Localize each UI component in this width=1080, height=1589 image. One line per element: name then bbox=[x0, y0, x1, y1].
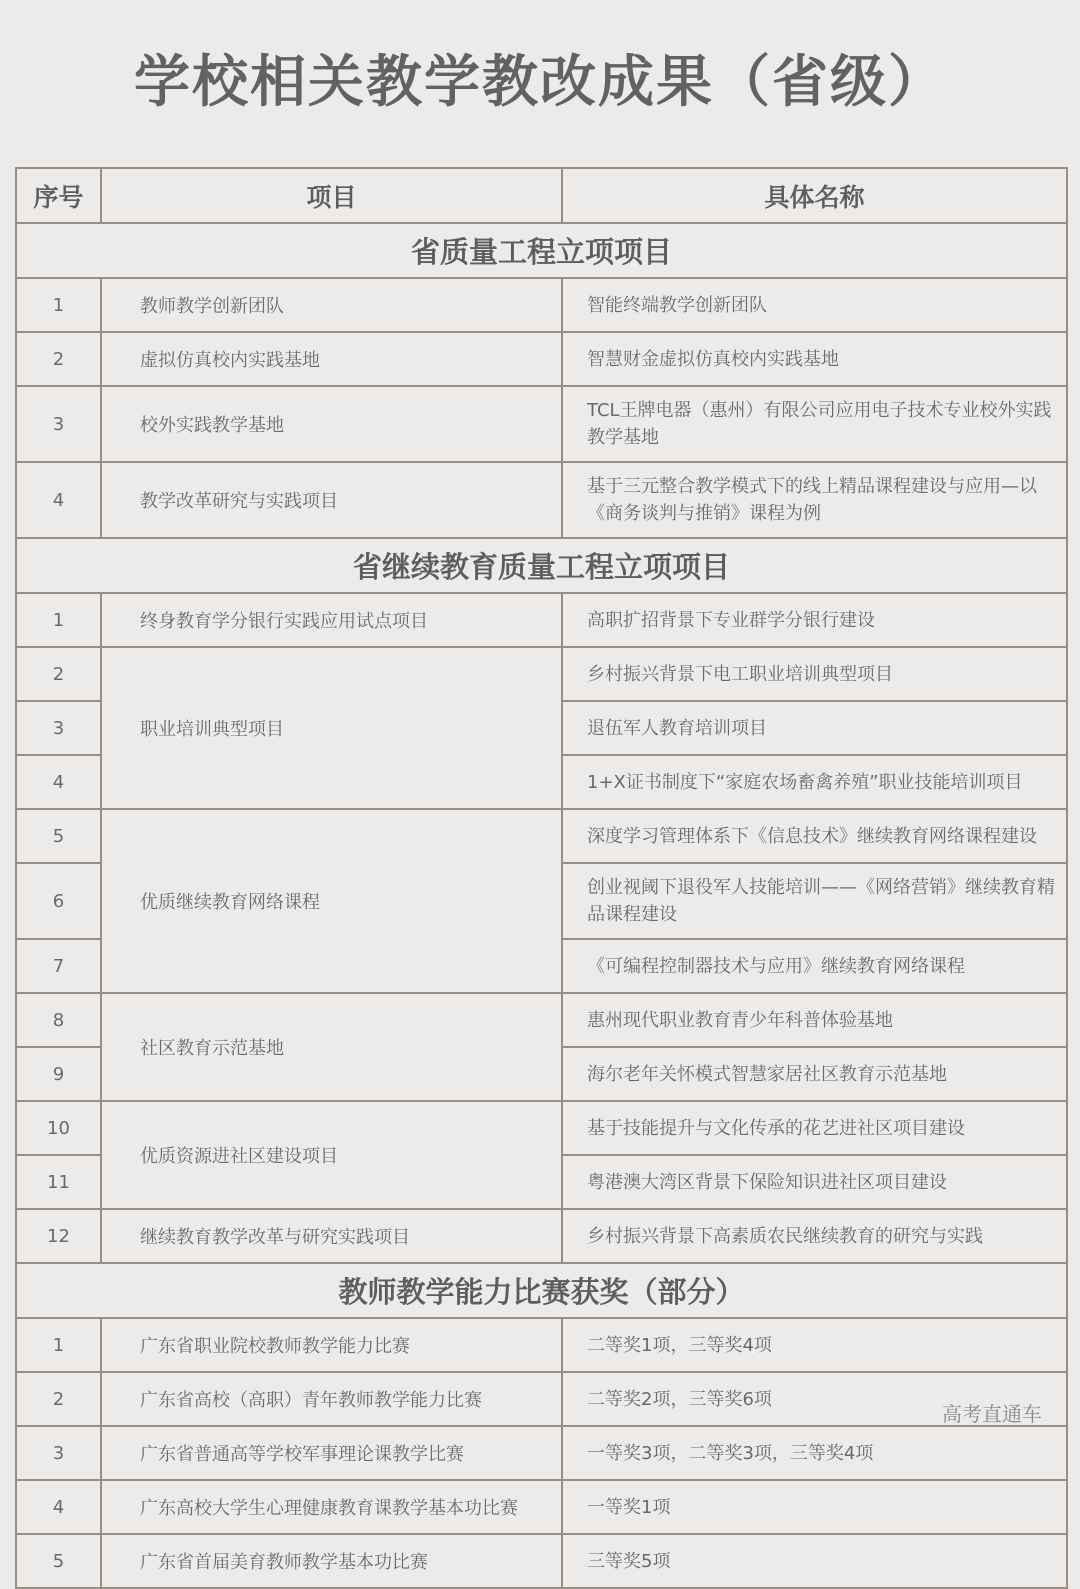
row-name: 一等奖1项 bbox=[562, 1480, 1067, 1534]
row-item: 优质资源进社区建设项目 bbox=[101, 1101, 562, 1209]
table-row bbox=[16, 1101, 1067, 1155]
row-item: 广东省高校（高职）青年教师教学能力比赛 bbox=[101, 1372, 562, 1426]
row-number: 10 bbox=[16, 1101, 101, 1155]
row-number: 11 bbox=[16, 1155, 101, 1209]
row-number: 1 bbox=[16, 1318, 101, 1372]
table-row bbox=[16, 462, 1067, 538]
row-number: 4 bbox=[16, 1480, 101, 1534]
section-title: 教师教学能力比赛获奖（部分） bbox=[16, 1263, 1067, 1318]
table-row bbox=[16, 332, 1067, 386]
row-name: 1+X证书制度下“家庭农场畜禽养殖”职业技能培训项目 bbox=[562, 755, 1067, 809]
header-name: 具体名称 bbox=[562, 168, 1067, 223]
row-item: 广东高校大学生心理健康教育课教学基本功比赛 bbox=[101, 1480, 562, 1534]
row-name: 智慧财金虚拟仿真校内实践基地 bbox=[562, 332, 1067, 386]
row-number: 5 bbox=[16, 1534, 101, 1588]
row-name: 创业视阈下退役军人技能培训——《网络营销》继续教育精品课程建设 bbox=[562, 863, 1067, 939]
header-seq: 序号 bbox=[16, 168, 101, 223]
row-number: 1 bbox=[16, 278, 101, 332]
row-number: 4 bbox=[16, 755, 101, 809]
table-header-row bbox=[16, 168, 1067, 223]
row-item: 社区教育示范基地 bbox=[101, 993, 562, 1101]
row-name: 智能终端教学创新团队 bbox=[562, 278, 1067, 332]
row-item: 广东省职业院校教师教学能力比赛 bbox=[101, 1318, 562, 1372]
row-number: 12 bbox=[16, 1209, 101, 1263]
table-row bbox=[16, 993, 1067, 1047]
row-item: 优质继续教育网络课程 bbox=[101, 809, 562, 993]
row-name: 二等奖2项，三等奖6项 bbox=[562, 1372, 1067, 1426]
row-item: 虚拟仿真校内实践基地 bbox=[101, 332, 562, 386]
row-name: 基于三元整合教学模式下的线上精品课程建设与应用—以《商务谈判与推销》课程为例 bbox=[562, 462, 1067, 538]
row-name: TCL王牌电器（惠州）有限公司应用电子技术专业校外实践教学基地 bbox=[562, 386, 1067, 462]
row-name: 高职扩招背景下专业群学分银行建设 bbox=[562, 593, 1067, 647]
achievements-table bbox=[15, 167, 1068, 1589]
table-row bbox=[16, 1426, 1067, 1480]
row-number: 3 bbox=[16, 386, 101, 462]
row-item: 终身教育学分银行实践应用试点项目 bbox=[101, 593, 562, 647]
table-row bbox=[16, 809, 1067, 863]
row-name: 二等奖1项，三等奖4项 bbox=[562, 1318, 1067, 1372]
header-item: 项目 bbox=[101, 168, 562, 223]
row-name: 深度学习管理体系下《信息技术》继续教育网络课程建设 bbox=[562, 809, 1067, 863]
row-number: 5 bbox=[16, 809, 101, 863]
row-item: 教学改革研究与实践项目 bbox=[101, 462, 562, 538]
table-row bbox=[16, 593, 1067, 647]
row-number: 2 bbox=[16, 1372, 101, 1426]
row-number: 2 bbox=[16, 332, 101, 386]
row-item: 广东省普通高等学校军事理论课教学比赛 bbox=[101, 1426, 562, 1480]
row-item: 广东省首届美育教师教学基本功比赛 bbox=[101, 1534, 562, 1588]
watermark: 高考直通车 bbox=[942, 1402, 1042, 1426]
row-number: 6 bbox=[16, 863, 101, 939]
table-row bbox=[16, 1534, 1067, 1588]
row-number: 1 bbox=[16, 593, 101, 647]
row-name: 乡村振兴背景下高素质农民继续教育的研究与实践 bbox=[562, 1209, 1067, 1263]
row-item: 职业培训典型项目 bbox=[101, 647, 562, 809]
row-number: 3 bbox=[16, 701, 101, 755]
table-row bbox=[16, 1480, 1067, 1534]
table-row bbox=[16, 386, 1067, 462]
row-item: 继续教育教学改革与研究实践项目 bbox=[101, 1209, 562, 1263]
row-number: 2 bbox=[16, 647, 101, 701]
row-number: 3 bbox=[16, 1426, 101, 1480]
table-row bbox=[16, 1372, 1067, 1426]
row-name: 粤港澳大湾区背景下保险知识进社区项目建设 bbox=[562, 1155, 1067, 1209]
page-title: 学校相关教学教改成果（省级） bbox=[134, 50, 946, 115]
table-row bbox=[16, 647, 1067, 701]
row-name: 基于技能提升与文化传承的花艺进社区项目建设 bbox=[562, 1101, 1067, 1155]
row-name: 三等奖5项 bbox=[562, 1534, 1067, 1588]
table-row bbox=[16, 1318, 1067, 1372]
row-name: 惠州现代职业教育青少年科普体验基地 bbox=[562, 993, 1067, 1047]
section-title: 省质量工程立项项目 bbox=[16, 223, 1067, 278]
section-title: 省继续教育质量工程立项项目 bbox=[16, 538, 1067, 593]
row-number: 4 bbox=[16, 462, 101, 538]
row-name: 海尔老年关怀模式智慧家居社区教育示范基地 bbox=[562, 1047, 1067, 1101]
row-name: 一等奖3项，二等奖3项，三等奖4项 bbox=[562, 1426, 1067, 1480]
row-number: 8 bbox=[16, 993, 101, 1047]
row-name: 《可编程控制器技术与应用》继续教育网络课程 bbox=[562, 939, 1067, 993]
row-name: 乡村振兴背景下电工职业培训典型项目 bbox=[562, 647, 1067, 701]
row-number: 7 bbox=[16, 939, 101, 993]
table-row bbox=[16, 1209, 1067, 1263]
row-name: 退伍军人教育培训项目 bbox=[562, 701, 1067, 755]
row-number: 9 bbox=[16, 1047, 101, 1101]
row-item: 校外实践教学基地 bbox=[101, 386, 562, 462]
row-item: 教师教学创新团队 bbox=[101, 278, 562, 332]
table-row bbox=[16, 278, 1067, 332]
